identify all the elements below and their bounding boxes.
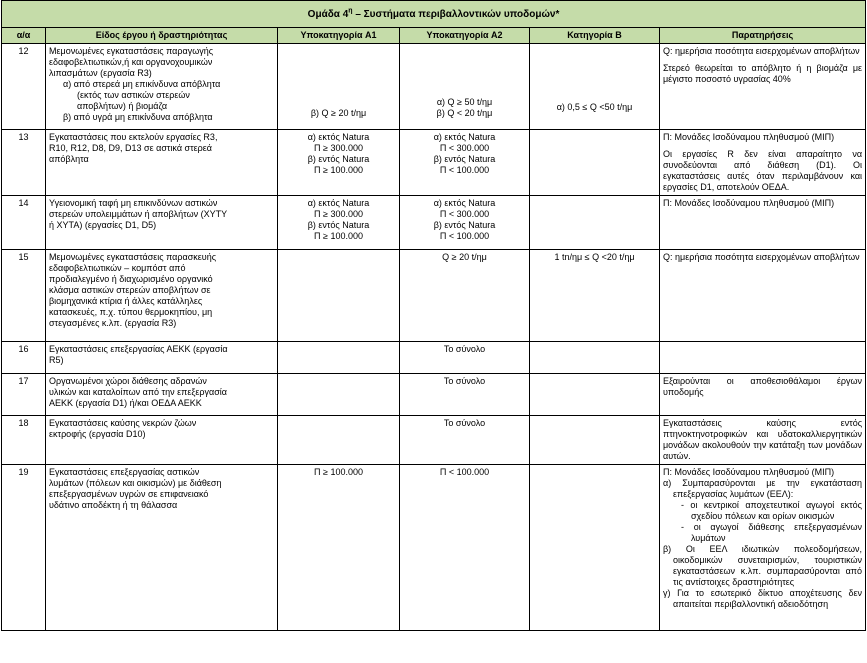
b-cell [530, 416, 660, 465]
a1-cell: Π ≥ 100.000 [278, 465, 400, 631]
remarks-cell: Εξαιρούνται οι αποθεσιοθάλαμοι έργων υποδομής [660, 374, 866, 416]
table-row-14 [2, 196, 866, 250]
project-type-cell: Υγειονομική ταφή μη επικινδύνων αστικών στερεών υπολειμμάτων ή αποβλήτων (ΧΥΤΥ ή ΧΥΤΑ) (εργασίες D1, D5) [46, 196, 278, 250]
remarks-cell: Π: Μονάδες Ισοδύναμου πληθυσμού (ΜΙΠ) [660, 196, 866, 250]
remarks-cell: Π: Μονάδες Ισοδύναμου πληθυσμού (ΜΙΠ) α) Συμπαρασύρονται με την εγκατάσταση επεξεργασίας λυμάτων (ΕΕΛ): - οι κεντρικοί αποχετευτικοί αγωγοί εκτός σχεδίου πόλεων και ορίων οικισμών - οι αγωγοί διάθεσης επεξεργασμένων λυμάτων β) Οι ΕΕΛ ιδιωτικών πολεοδομήσεων, οικοδομικών συνεταιρισμών, τουριστικών εγκαταστάσεων κ.λπ. συμπαρασύρονται από τις αντίστοιχες δραστηριότητες γ) Για το εσωτερικό δίκτυο αποχέτευσης δεν απαιτείται περιβαλλοντική αδειοδότηση [660, 465, 866, 631]
project-type-cell: Εγκαταστάσεις που εκτελούν εργασίες R3, R10, R12, D8, D9, D13 σε αστικά στερεά απόβλητα [46, 130, 278, 196]
table-title: Ομάδα $4^\eta$ – Συστήματα περιβαλλοντικών υποδομών* [2, 1, 866, 28]
remarks-cell: Εγκαταστάσεις καύσης εντός πτηνοκτηνοτροφικών και υδατοκαλλιεργητικών μονάδων ακολουθούν την κατάταξη των μονάδων αυτών. [660, 416, 866, 465]
table-row-15 [2, 250, 866, 342]
project-type-cell: Μεμονωμένες εγκαταστάσεις παραγωγής εδαφοβελτιωτικών,ή και οργανοχουμικών λιπασμάτων (εργασία R3) α) από στερεά μη επικίνδυνα απόβλητα (εκτός των αστικών στερεών αποβλήτων) ή βιομάζα β) από υγρά μη επικίνδυνα απόβλητα [46, 44, 278, 130]
a2-cell: α) εκτός Natura Π < 300.000 β) εντός Natura Π < 100.000 [400, 130, 530, 196]
header-aa: α/α [2, 28, 46, 44]
project-type-cell: Εγκαταστάσεις επεξεργασίας αστικών λυμάτων (πόλεων και οικισμών) με διάθεση επεξεργασμένων υγρών σε επιφανειακό υδάτινο αποδέκτη ή τη θάλασσα [46, 465, 278, 631]
a1-cell [278, 250, 400, 342]
table-row-18 [2, 416, 866, 465]
table-row-13 [2, 130, 866, 196]
project-type-cell: Οργανωμένοι χώροι διάθεσης αδρανών υλικών και καταλοίπων από την επεξεργασία ΑΕΚΚ (εργασία D1) ή/και ΟΕΔΑ ΑΕΚΚ [46, 374, 278, 416]
a2-cell: Το σύνολο [400, 416, 530, 465]
a1-cell [278, 416, 400, 465]
a1-cell: α) εκτός Natura Π ≥ 300.000 β) εντός Natura Π ≥ 100.000 [278, 196, 400, 250]
project-type-cell: Εγκαταστάσεις καύσης νεκρών ζώων εκτροφής (εργασία D10) [46, 416, 278, 465]
project-type-cell: Εγκαταστάσεις επεξεργασίας ΑΕΚΚ (εργασία R5) [46, 342, 278, 374]
header-remarks: Παρατηρήσεις [660, 28, 866, 44]
header-subcategory-a2: Υποκατηγορία A2 [400, 28, 530, 44]
b-cell [530, 465, 660, 631]
a1-cell: α) εκτός Natura Π ≥ 300.000 β) εντός Natura Π ≥ 100.000 [278, 130, 400, 196]
a2-cell: Q ≥ 20 t/ημ [400, 250, 530, 342]
row-number: 17 [2, 374, 46, 416]
remarks-cell: Π: Μονάδες Ισοδύναμου πληθυσμού (ΜΙΠ) Οι εργασίες R δεν είναι απαραίτητο να συνοδεύονται από διάθεση (D1). Οι εγκαταστάσεις αυτές όταν περιλαμβάνουν και εργασίες D1, αποτελούν ΟΕΔΑ. [660, 130, 866, 196]
b-cell [530, 374, 660, 416]
remarks-cell [660, 342, 866, 374]
b-cell [530, 342, 660, 374]
row-number: 19 [2, 465, 46, 631]
table-row-17 [2, 374, 866, 416]
environmental-infrastructure-table [1, 0, 866, 631]
b-cell: α) 0,5 ≤ Q <50 t/ημ [530, 44, 660, 130]
row-number: 14 [2, 196, 46, 250]
b-cell [530, 130, 660, 196]
b-cell [530, 196, 660, 250]
a2-cell: α) Q ≥ 50 t/ημ β) Q < 20 t/ημ [400, 44, 530, 130]
a2-cell: Π < 100.000 [400, 465, 530, 631]
a2-cell: Το σύνολο [400, 374, 530, 416]
header-subcategory-a1: Υποκατηγορία A1 [278, 28, 400, 44]
row-number: 13 [2, 130, 46, 196]
header-category-b: Κατηγορία B [530, 28, 660, 44]
row-number: 18 [2, 416, 46, 465]
b-cell: 1 tn/ημ ≤ Q <20 t/ημ [530, 250, 660, 342]
row-number: 15 [2, 250, 46, 342]
a2-cell: α) εκτός Natura Π < 300.000 β) εντός Natura Π < 100.000 [400, 196, 530, 250]
table-row-16 [2, 342, 866, 374]
project-type-cell: Μεμονωμένες εγκαταστάσεις παρασκευής εδαφοβελτιωτικών – κομπόστ από προδιαλεγμένο ή διαχωρισμένο οργανικό κλάσμα αστικών στερεών αποβλήτων σε βιομηχανικά κτίρια ή άλλες κατάλληλες κατασκευές, π.χ. τύπου θερμοκηπίου, μη στεγασμένες κ.λπ. (εργασία R3) [46, 250, 278, 342]
remarks-cell: Q: ημερήσια ποσότητα εισερχομένων αποβλήτων Στερεό θεωρείται το απόβλητο ή η βιομάζα με μέγιστο ποσοστό υγρασίας 40% [660, 44, 866, 130]
a1-cell: β) Q ≥ 20 t/ημ [278, 44, 400, 130]
remarks-cell: Q: ημερήσια ποσότητα εισερχομένων αποβλήτων [660, 250, 866, 342]
table-row-12 [2, 44, 866, 130]
a1-cell [278, 342, 400, 374]
a2-cell: Το σύνολο [400, 342, 530, 374]
row-number: 16 [2, 342, 46, 374]
a1-cell [278, 374, 400, 416]
row-number: 12 [2, 44, 46, 130]
header-project-type: Είδος έργου ή δραστηριότητας [46, 28, 278, 44]
table-row-19 [2, 465, 866, 631]
